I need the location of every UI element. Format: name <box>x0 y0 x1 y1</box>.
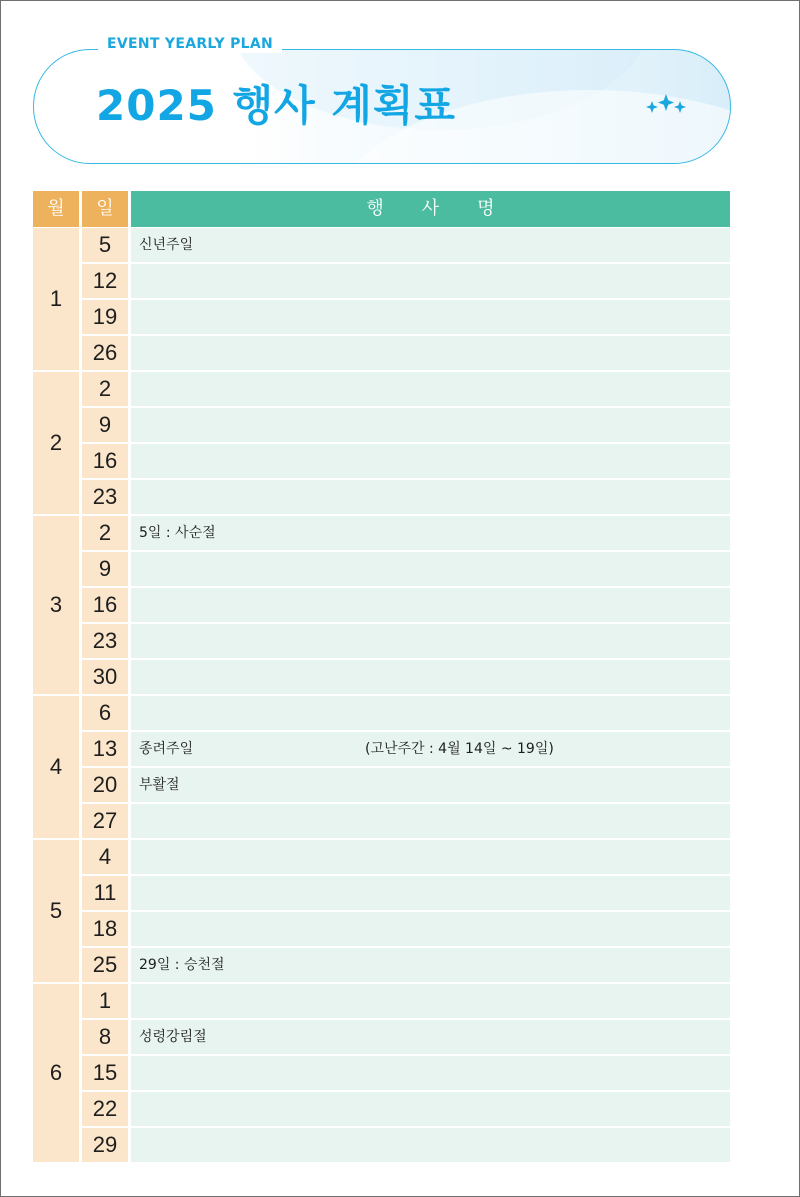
event-cell <box>131 1128 730 1162</box>
month-cell: 3 <box>33 516 79 694</box>
event-cell <box>131 408 730 442</box>
day-cell: 19 <box>82 300 128 334</box>
day-cell: 27 <box>82 804 128 838</box>
day-cell: 9 <box>82 552 128 586</box>
event-cell <box>131 1056 730 1090</box>
day-cell: 16 <box>82 588 128 622</box>
day-cell: 23 <box>82 624 128 658</box>
event-cell <box>131 696 730 730</box>
day-cell: 23 <box>82 480 128 514</box>
event-cell <box>131 912 730 946</box>
event-cell <box>131 372 730 406</box>
day-cell: 8 <box>82 1020 128 1054</box>
event-name: 신년주일 <box>139 237 194 253</box>
event-cell <box>131 948 730 982</box>
day-cell: 15 <box>82 1056 128 1090</box>
event-cell <box>131 732 730 766</box>
day-cell: 2 <box>82 516 128 550</box>
event-cell <box>131 984 730 1018</box>
day-cell: 22 <box>82 1092 128 1126</box>
day-cell: 4 <box>82 840 128 874</box>
column-header-day: 일 <box>82 191 128 227</box>
day-cell: 12 <box>82 264 128 298</box>
sparkles-icon <box>644 92 688 118</box>
month-cell: 1 <box>33 228 79 370</box>
column-header-month: 월 <box>33 191 79 227</box>
month-cell: 6 <box>33 984 79 1162</box>
event-cell <box>131 300 730 334</box>
month-cell: 4 <box>33 696 79 838</box>
event-cell <box>131 264 730 298</box>
event-cell <box>131 660 730 694</box>
day-cell: 29 <box>82 1128 128 1162</box>
day-cell: 16 <box>82 444 128 478</box>
event-cell <box>131 876 730 910</box>
event-cell <box>131 804 730 838</box>
day-cell: 25 <box>82 948 128 982</box>
event-cell <box>131 336 730 370</box>
day-cell: 9 <box>82 408 128 442</box>
event-cell <box>131 480 730 514</box>
day-cell: 30 <box>82 660 128 694</box>
day-cell: 5 <box>82 228 128 262</box>
event-cell <box>131 444 730 478</box>
day-cell: 20 <box>82 768 128 802</box>
event-name: 성령강림절 <box>139 1029 207 1045</box>
day-cell: 1 <box>82 984 128 1018</box>
event-cell <box>131 768 730 802</box>
event-cell <box>131 516 730 550</box>
day-cell: 18 <box>82 912 128 946</box>
event-note: (고난주간 : 4월 14일 ~ 19일) <box>365 741 554 757</box>
event-cell <box>131 552 730 586</box>
month-cell: 2 <box>33 372 79 514</box>
event-name: 종려주일 <box>139 741 194 757</box>
day-cell: 2 <box>82 372 128 406</box>
event-name: 29일 : 승천절 <box>139 957 225 973</box>
month-cell: 5 <box>33 840 79 982</box>
day-cell: 26 <box>82 336 128 370</box>
page-title: 2025 행사 계획표 <box>96 81 456 130</box>
event-cell <box>131 624 730 658</box>
day-cell: 11 <box>82 876 128 910</box>
day-cell: 13 <box>82 732 128 766</box>
event-cell <box>131 1020 730 1054</box>
event-name: 부활절 <box>139 777 180 793</box>
event-cell <box>131 840 730 874</box>
banner-subtitle: EVENT YEARLY PLAN <box>98 35 282 53</box>
event-name: 5일 : 사순절 <box>139 525 216 541</box>
event-cell <box>131 1092 730 1126</box>
event-cell <box>131 228 730 262</box>
day-cell: 6 <box>82 696 128 730</box>
event-cell <box>131 588 730 622</box>
column-header-event: 행사명 <box>131 191 730 227</box>
